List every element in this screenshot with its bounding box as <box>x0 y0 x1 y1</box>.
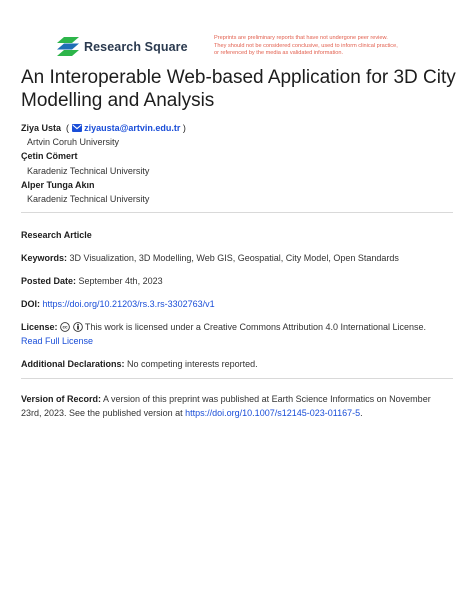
doi-row <box>21 297 453 311</box>
declarations-value: No competing interests reported. <box>127 359 258 369</box>
by-icon <box>73 322 83 332</box>
license-row <box>21 320 453 348</box>
published-version-link[interactable]: https://doi.org/10.1007/s12145-023-01167-5 <box>185 408 361 418</box>
keywords-label: Keywords: <box>21 253 68 263</box>
posted-date-label: Posted Date: <box>21 276 77 286</box>
license-label: License: <box>21 322 58 332</box>
title-line: An Interoperable Web-based Application for 3D City <box>21 67 456 88</box>
author-affiliation: Karadeniz Technical University <box>27 194 150 205</box>
research-square-logo[interactable] <box>57 37 188 56</box>
divider <box>21 378 453 379</box>
notice-line: They should not be considered conclusive, used to inform clinical practice, <box>214 42 398 49</box>
notice-line: or referenced by the media as validated information. <box>214 50 344 57</box>
author-name: Alper Tunga Akın <box>21 179 95 190</box>
author-email-link[interactable]: ziyausta@artvin.edu.tr <box>84 123 181 133</box>
declarations-row <box>21 357 453 371</box>
mail-icon[interactable] <box>72 124 82 132</box>
author-affiliation: Artvin Coruh University <box>27 137 120 148</box>
posted-date-row <box>21 274 453 288</box>
author-list <box>21 121 186 206</box>
svg-text:cc: cc <box>62 324 68 330</box>
email-open-paren: ( <box>63 123 70 133</box>
license-text: This work is licensed under a Creative Commons Attribution 4.0 International License. <box>84 322 427 332</box>
doi-link[interactable]: https://doi.org/10.21203/rs.3.rs-3302763/v1 <box>42 299 215 309</box>
author-name: Çetin Cömert <box>21 151 78 162</box>
posted-date-value: September 4th, 2023 <box>78 276 163 286</box>
doi-label: DOI: <box>21 299 40 309</box>
version-of-record-label: Version of Record: <box>21 394 102 404</box>
logo-text: Research Square <box>84 39 188 54</box>
version-of-record-suffix: . <box>360 408 363 418</box>
read-full-license-link[interactable]: Read Full License <box>21 336 94 346</box>
version-of-record-text: A version of this preprint was published at Earth Science Informatics on November <box>103 394 431 404</box>
cc-icon <box>60 322 70 332</box>
header <box>0 0 474 66</box>
author-affiliation: Karadeniz Technical University <box>27 165 150 176</box>
author-row <box>21 121 186 135</box>
research-square-logo-icon <box>57 37 79 56</box>
notice-line: Preprints are preliminary reports that have not undergone peer review. <box>214 35 388 41</box>
preprint-notice <box>214 35 444 58</box>
declarations-label: Additional Declarations: <box>21 359 125 369</box>
keywords-row <box>21 251 453 265</box>
email-close-paren: ) <box>182 123 186 133</box>
author-name: Ziya Usta <box>21 123 62 133</box>
page-title <box>21 66 461 112</box>
version-of-record-row <box>21 392 453 420</box>
keywords-value: 3D Visualization, 3D Modelling, Web GIS, Geospatial, City Model, Open Standards <box>69 253 399 263</box>
article-type: Research Article <box>21 230 92 240</box>
version-of-record-text: 23rd, 2023. See the published version at <box>21 408 183 418</box>
title-line: Modelling and Analysis <box>21 90 215 111</box>
divider <box>21 212 453 213</box>
